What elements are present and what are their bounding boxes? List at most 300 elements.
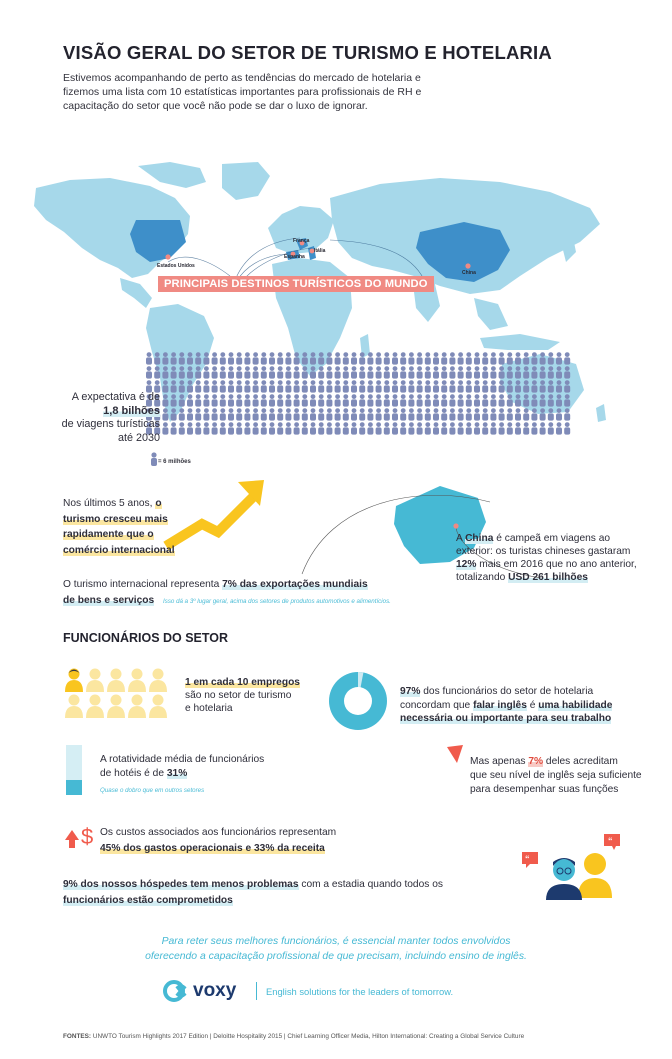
person-icon bbox=[490, 422, 496, 434]
person-icon bbox=[269, 394, 275, 406]
worker-icon bbox=[128, 669, 146, 693]
person-icon bbox=[482, 366, 488, 378]
person-icon bbox=[515, 422, 521, 434]
person-icon bbox=[540, 408, 546, 420]
person-icon bbox=[195, 394, 201, 406]
person-icon bbox=[285, 394, 291, 406]
confident-line2: que seu nível de inglês seja suficiente bbox=[470, 770, 642, 781]
person-icon bbox=[400, 366, 406, 378]
person-icon bbox=[162, 366, 168, 378]
turnover-bar bbox=[66, 745, 82, 795]
person-icon bbox=[310, 366, 316, 378]
closing-quote bbox=[120, 934, 552, 964]
confidence-slice-icon bbox=[445, 745, 467, 765]
person-icon bbox=[162, 380, 168, 392]
person-icon bbox=[449, 380, 455, 392]
person-icon bbox=[556, 352, 562, 364]
person-icon bbox=[269, 408, 275, 420]
brand-tagline: English solutions for the leaders of tomorrow. bbox=[266, 986, 454, 997]
person-icon bbox=[261, 408, 267, 420]
travelers-highlight: 1,8 bilhões bbox=[103, 404, 160, 417]
person-icon bbox=[392, 380, 398, 392]
worker-icon bbox=[86, 695, 104, 719]
person-icon bbox=[400, 422, 406, 434]
guests-hl2: funcionários estão comprometidos bbox=[63, 894, 233, 906]
travelers-stat bbox=[20, 391, 160, 445]
person-icon bbox=[244, 394, 250, 406]
person-icon bbox=[212, 380, 218, 392]
person-icon bbox=[171, 408, 177, 420]
person-icon bbox=[146, 352, 152, 364]
person-icon bbox=[244, 366, 250, 378]
person-icon bbox=[187, 408, 193, 420]
person-icon bbox=[540, 366, 546, 378]
exports-note: Isso dá a 3º lugar geral, acima dos setores de produtos automotivos e alimentícios. bbox=[163, 598, 391, 605]
person-icon bbox=[203, 408, 209, 420]
voxy-brand: voxy bbox=[193, 980, 237, 1001]
person-icon bbox=[417, 394, 423, 406]
person-icon bbox=[212, 408, 218, 420]
person-icon bbox=[212, 352, 218, 364]
person-icon bbox=[466, 422, 472, 434]
turnover-note: Quase o dobro que em outros setores bbox=[100, 787, 205, 794]
person-icon bbox=[515, 352, 521, 364]
person-icon bbox=[515, 408, 521, 420]
person-icon bbox=[277, 366, 283, 378]
person-icon bbox=[203, 380, 209, 392]
guests-hl1: 9% dos nossos hóspedes tem menos problemas bbox=[63, 879, 299, 890]
person-icon bbox=[441, 394, 447, 406]
person-icon bbox=[376, 408, 382, 420]
growth-hl2: turismo cresceu mais bbox=[63, 513, 168, 525]
person-icon bbox=[228, 366, 234, 378]
person-icon bbox=[195, 380, 201, 392]
person-icon bbox=[425, 394, 431, 406]
person-icon bbox=[499, 408, 505, 420]
person-icon bbox=[179, 408, 185, 420]
person-icon bbox=[302, 408, 308, 420]
person-icon bbox=[203, 352, 209, 364]
brand-divider bbox=[256, 982, 257, 1000]
person-icon bbox=[433, 422, 439, 434]
person-icon bbox=[499, 422, 505, 434]
person-icon bbox=[326, 366, 332, 378]
person-icon bbox=[384, 366, 390, 378]
english-c: é bbox=[529, 699, 536, 711]
person-icon bbox=[392, 422, 398, 434]
person-icon bbox=[269, 366, 275, 378]
person-icon bbox=[458, 422, 464, 434]
person-icon bbox=[474, 408, 480, 420]
person-icon bbox=[392, 394, 398, 406]
person-icon bbox=[228, 394, 234, 406]
person-icon bbox=[466, 408, 472, 420]
jobs-people-icons bbox=[63, 668, 173, 720]
exports-hl2: de bens e serviços bbox=[63, 595, 155, 606]
growth-hl1: o bbox=[155, 498, 162, 509]
person-icon bbox=[326, 380, 332, 392]
person-icon bbox=[433, 408, 439, 420]
person-icon bbox=[318, 366, 324, 378]
growth-pre: Nos últimos 5 anos, bbox=[63, 498, 153, 509]
person-icon bbox=[302, 366, 308, 378]
svg-text:“: “ bbox=[608, 836, 613, 846]
person-icon bbox=[326, 394, 332, 406]
english-b: concordam que bbox=[400, 699, 471, 711]
person-icon bbox=[564, 352, 570, 364]
travelers-line1: A expectativa é de bbox=[71, 391, 160, 403]
person-icon bbox=[310, 394, 316, 406]
person-icon bbox=[540, 380, 546, 392]
person-icon bbox=[531, 408, 537, 420]
person-icon bbox=[507, 366, 513, 378]
person-icon bbox=[261, 366, 267, 378]
confident-pct: 7% bbox=[528, 756, 544, 767]
person-icon bbox=[335, 408, 341, 420]
person-icon bbox=[310, 380, 316, 392]
svg-text:$: $ bbox=[81, 824, 94, 849]
person-icon bbox=[408, 394, 414, 406]
person-icon bbox=[203, 394, 209, 406]
person-icon bbox=[318, 394, 324, 406]
label-spain: Espanha bbox=[284, 254, 305, 260]
person-icon bbox=[294, 380, 300, 392]
person-icon bbox=[195, 422, 201, 434]
person-icon bbox=[449, 366, 455, 378]
person-icon bbox=[523, 380, 529, 392]
label-france: França bbox=[293, 238, 310, 244]
person-icon bbox=[400, 380, 406, 392]
person-icon bbox=[277, 394, 283, 406]
person-icon bbox=[171, 366, 177, 378]
english-pct: 97% bbox=[400, 686, 421, 697]
person-icon bbox=[490, 408, 496, 420]
turnover-bar-fill bbox=[66, 780, 82, 796]
person-icon bbox=[351, 366, 357, 378]
person-icon bbox=[228, 352, 234, 364]
person-icon bbox=[548, 408, 554, 420]
person-icon bbox=[449, 394, 455, 406]
person-icon bbox=[335, 380, 341, 392]
person-icon bbox=[195, 366, 201, 378]
person-icon bbox=[441, 422, 447, 434]
person-icon bbox=[523, 366, 529, 378]
person-icon bbox=[162, 408, 168, 420]
person-icon bbox=[408, 380, 414, 392]
person-icon bbox=[392, 352, 398, 364]
person-icon bbox=[171, 394, 177, 406]
person-icon bbox=[425, 408, 431, 420]
quote-line1: Para reter seus melhores funcionários, é essencial manter todos envolvidos bbox=[161, 936, 511, 947]
person-icon bbox=[556, 422, 562, 434]
person-icon bbox=[179, 352, 185, 364]
person-icon bbox=[482, 380, 488, 392]
worker-icon bbox=[107, 669, 125, 693]
person-icon bbox=[351, 394, 357, 406]
person-icon bbox=[548, 380, 554, 392]
confident-a: Mas apenas bbox=[470, 756, 526, 767]
person-icon bbox=[171, 380, 177, 392]
exports-stat bbox=[63, 577, 503, 610]
person-icon bbox=[277, 380, 283, 392]
person-icon bbox=[433, 394, 439, 406]
person-icon bbox=[220, 352, 226, 364]
person-icon bbox=[236, 366, 242, 378]
person-icon bbox=[458, 394, 464, 406]
person-icon bbox=[376, 422, 382, 434]
person-icon bbox=[261, 422, 267, 434]
english-hl2: uma habilidade bbox=[538, 699, 613, 711]
person-icon bbox=[540, 422, 546, 434]
person-icon bbox=[187, 422, 193, 434]
person-icon bbox=[335, 422, 341, 434]
person-icon bbox=[523, 394, 529, 406]
person-icon bbox=[228, 422, 234, 434]
person-icon bbox=[253, 366, 259, 378]
person-icon bbox=[507, 394, 513, 406]
person-icon bbox=[392, 408, 398, 420]
person-icon bbox=[162, 352, 168, 364]
person-icon bbox=[351, 422, 357, 434]
person-icon bbox=[523, 422, 529, 434]
person-icon bbox=[253, 352, 259, 364]
person-icon bbox=[212, 422, 218, 434]
person-icon bbox=[285, 380, 291, 392]
person-icon bbox=[417, 366, 423, 378]
costs-stat bbox=[100, 825, 336, 857]
person-icon bbox=[302, 380, 308, 392]
person-icon bbox=[343, 394, 349, 406]
person-icon bbox=[515, 394, 521, 406]
person-icon bbox=[285, 408, 291, 420]
exports-pre: O turismo internacional representa bbox=[63, 579, 220, 590]
person-icon bbox=[433, 366, 439, 378]
person-icon bbox=[253, 422, 259, 434]
person-icon bbox=[335, 394, 341, 406]
person-icon bbox=[228, 380, 234, 392]
person-icon bbox=[384, 408, 390, 420]
person-icon bbox=[482, 352, 488, 364]
person-icon bbox=[310, 422, 316, 434]
jobs-line2: são no setor de turismo bbox=[185, 690, 292, 701]
english-hl1: falar inglês bbox=[473, 699, 527, 711]
employees-section-title: FUNCIONÁRIOS DO SETOR bbox=[63, 631, 229, 645]
person-icon bbox=[244, 408, 250, 420]
person-icon bbox=[384, 352, 390, 364]
person-icon bbox=[261, 380, 267, 392]
person-icon bbox=[540, 394, 546, 406]
person-icon bbox=[367, 352, 373, 364]
person-icon bbox=[523, 408, 529, 420]
top-destinations-banner: PRINCIPAIS DESTINOS TURÍSTICOS DO MUNDO bbox=[158, 276, 434, 292]
guests-b: com a estadia quando todos os bbox=[301, 879, 443, 890]
growth-stat bbox=[63, 496, 243, 558]
guests-stat bbox=[63, 877, 503, 908]
person-icon bbox=[285, 352, 291, 364]
english-pie-chart bbox=[326, 669, 390, 733]
person-icon bbox=[318, 422, 324, 434]
person-icon bbox=[531, 422, 537, 434]
person-icon bbox=[490, 352, 496, 364]
person-icon bbox=[408, 422, 414, 434]
person-icon bbox=[179, 422, 185, 434]
person-icon bbox=[359, 366, 365, 378]
person-icon bbox=[220, 394, 226, 406]
person-icon bbox=[236, 394, 242, 406]
person-icon bbox=[236, 380, 242, 392]
person-icon bbox=[515, 380, 521, 392]
person-icon bbox=[146, 366, 152, 378]
person-icon bbox=[236, 352, 242, 364]
person-icon bbox=[220, 422, 226, 434]
worker-icon bbox=[65, 669, 83, 693]
person-icon bbox=[351, 380, 357, 392]
person-icon bbox=[367, 408, 373, 420]
person-icon bbox=[556, 380, 562, 392]
person-icon bbox=[359, 408, 365, 420]
china-stat-b: é campeã em viagens ao exterior: os turistas chineses gastaram bbox=[456, 533, 631, 557]
person-icon bbox=[474, 366, 480, 378]
worker-icon bbox=[149, 669, 167, 693]
person-icon bbox=[458, 380, 464, 392]
quote-line2: oferecendo a capacitação profissional de que precisam, incluindo ensino de inglês. bbox=[145, 951, 527, 962]
person-icon bbox=[384, 394, 390, 406]
person-icon bbox=[531, 366, 537, 378]
china-stat-a: A bbox=[456, 533, 463, 544]
person-icon bbox=[425, 422, 431, 434]
person-icon bbox=[154, 366, 160, 378]
person-icon bbox=[154, 352, 160, 364]
pie-hole bbox=[344, 687, 372, 715]
person-icon bbox=[531, 394, 537, 406]
china-pct: 12% bbox=[456, 559, 477, 570]
person-icon bbox=[458, 366, 464, 378]
person-icon bbox=[392, 366, 398, 378]
voxy-logo-icon bbox=[163, 980, 193, 1002]
person-icon bbox=[376, 366, 382, 378]
person-icon bbox=[408, 352, 414, 364]
person-icon bbox=[384, 380, 390, 392]
person-icon bbox=[548, 366, 554, 378]
person-icon bbox=[564, 408, 570, 420]
exports-hl1: 7% das exportações mundiais bbox=[222, 579, 368, 590]
person-icon bbox=[220, 380, 226, 392]
worker-icon bbox=[107, 695, 125, 719]
person-icon bbox=[425, 352, 431, 364]
person-icon bbox=[384, 422, 390, 434]
confident-stat bbox=[470, 755, 642, 797]
person-icon bbox=[466, 352, 472, 364]
page-title: VISÃO GERAL DO SETOR DE TURISMO E HOTELARIA bbox=[63, 42, 552, 63]
label-usa: Estados Unidos bbox=[157, 263, 195, 269]
person-icon bbox=[359, 352, 365, 364]
person-icon bbox=[474, 422, 480, 434]
person-icon bbox=[253, 394, 259, 406]
person-icon bbox=[343, 380, 349, 392]
person-icon bbox=[318, 408, 324, 420]
costs-line1: Os custos associados aos funcionários representam bbox=[100, 827, 337, 838]
person-icon bbox=[441, 380, 447, 392]
confident-line3: para desempenhar suas funções bbox=[470, 784, 619, 795]
person-icon bbox=[294, 352, 300, 364]
person-icon bbox=[236, 422, 242, 434]
person-icon bbox=[556, 394, 562, 406]
person-legend-icon bbox=[150, 452, 158, 466]
legend-text: = 6 milhões bbox=[158, 459, 191, 465]
person-icon bbox=[490, 366, 496, 378]
person-icon bbox=[507, 422, 513, 434]
travelers-line3: de viagens turísticas bbox=[61, 418, 160, 430]
person-icon bbox=[310, 408, 316, 420]
person-icon bbox=[343, 366, 349, 378]
person-icon bbox=[564, 422, 570, 434]
turnover-line1: A rotatividade média de funcionários bbox=[100, 754, 265, 765]
person-icon bbox=[277, 352, 283, 364]
person-icon bbox=[507, 408, 513, 420]
person-icon bbox=[294, 394, 300, 406]
sources-text: UNWTO Tourism Highlights 2017 Edition | Deloitte Hospitality 2015 | Chief Learning Officer Media, Hilton International: Creating a Global Service Culture bbox=[92, 1033, 525, 1040]
person-icon bbox=[351, 408, 357, 420]
jobs-line3: e hotelaria bbox=[185, 703, 233, 714]
person-icon bbox=[187, 366, 193, 378]
person-icon bbox=[285, 422, 291, 434]
turnover-pct: 31% bbox=[166, 768, 188, 779]
person-icon bbox=[556, 366, 562, 378]
person-icon bbox=[376, 380, 382, 392]
person-icon bbox=[417, 380, 423, 392]
person-icon bbox=[556, 408, 562, 420]
label-china: China bbox=[462, 270, 476, 276]
person-icon bbox=[400, 408, 406, 420]
person-icon bbox=[285, 366, 291, 378]
svg-text:“: “ bbox=[525, 854, 530, 864]
worker-icon bbox=[65, 695, 83, 719]
person-icon bbox=[277, 422, 283, 434]
person-icon bbox=[310, 352, 316, 364]
person-icon bbox=[425, 366, 431, 378]
china-stat-c: mais em 2016 que no ano anterior, totalizando bbox=[456, 559, 637, 583]
cost-up-icon bbox=[63, 820, 99, 850]
person-icon bbox=[499, 352, 505, 364]
person-icon bbox=[400, 394, 406, 406]
conversation-people-icon bbox=[520, 830, 630, 900]
person-icon bbox=[343, 422, 349, 434]
person-icon bbox=[326, 408, 332, 420]
turnover-line2: de hotéis é de bbox=[100, 768, 165, 779]
person-icon bbox=[335, 366, 341, 378]
person-icon bbox=[203, 422, 209, 434]
person-icon bbox=[564, 394, 570, 406]
person-icon bbox=[433, 380, 439, 392]
person-icon bbox=[474, 380, 480, 392]
person-icon bbox=[302, 422, 308, 434]
china-usd: USD 261 bilhões bbox=[508, 572, 588, 583]
intro-text: Estivemos acompanhando de perto as tendências do mercado de hotelaria e fizemos uma lista com 10 estatísticas importantes para profissionais de RH e capacitação do setor que você não pode se dar o luxo de ignorar. bbox=[63, 72, 422, 112]
sources-label: FONTES: bbox=[63, 1033, 92, 1040]
person-icon bbox=[171, 352, 177, 364]
person-icon bbox=[376, 394, 382, 406]
person-icon bbox=[294, 366, 300, 378]
person-icon bbox=[171, 422, 177, 434]
person-icon bbox=[408, 366, 414, 378]
person-icon bbox=[162, 394, 168, 406]
person-icon bbox=[187, 380, 193, 392]
person-icon bbox=[564, 380, 570, 392]
person-icon bbox=[179, 380, 185, 392]
person-icon bbox=[302, 394, 308, 406]
person-icon bbox=[179, 394, 185, 406]
person-icon bbox=[466, 380, 472, 392]
